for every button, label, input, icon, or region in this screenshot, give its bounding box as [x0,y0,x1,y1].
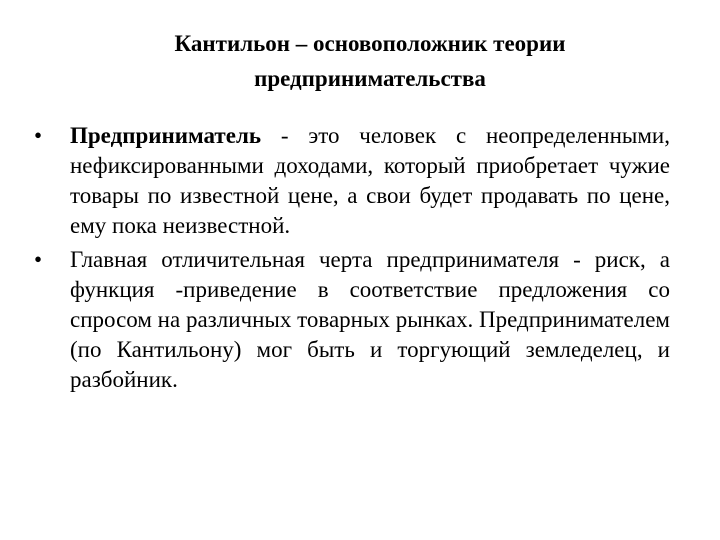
bullet-text: - это человек с неопределенными, нефиксированными доходами, который приобретает чужие товары по известной цене, а свои будет продавать по цене, ему пока неизвестной. [70,123,670,238]
bullet-item-entrepreneur-definition [28,121,670,241]
bullet-item-main-feature [28,245,670,395]
title-line-1: Кантильон – основоположник теории [174,31,566,56]
bullet-list [28,121,670,399]
slide-title [80,26,660,96]
bullet-text: Главная отличительная черта предпринимателя - риск, а функция -приведение в соответствие предложения со спросом на различных товарных рынках. Предпринимателем (по Кантильону) мог быть и торгующий земледелец, и разбойник. [70,247,670,392]
bullet-icon: • [33,123,43,148]
bold-term: Предприниматель [70,123,262,148]
title-line-2: предпринимательства [254,66,486,91]
bullet-icon: • [33,247,43,272]
